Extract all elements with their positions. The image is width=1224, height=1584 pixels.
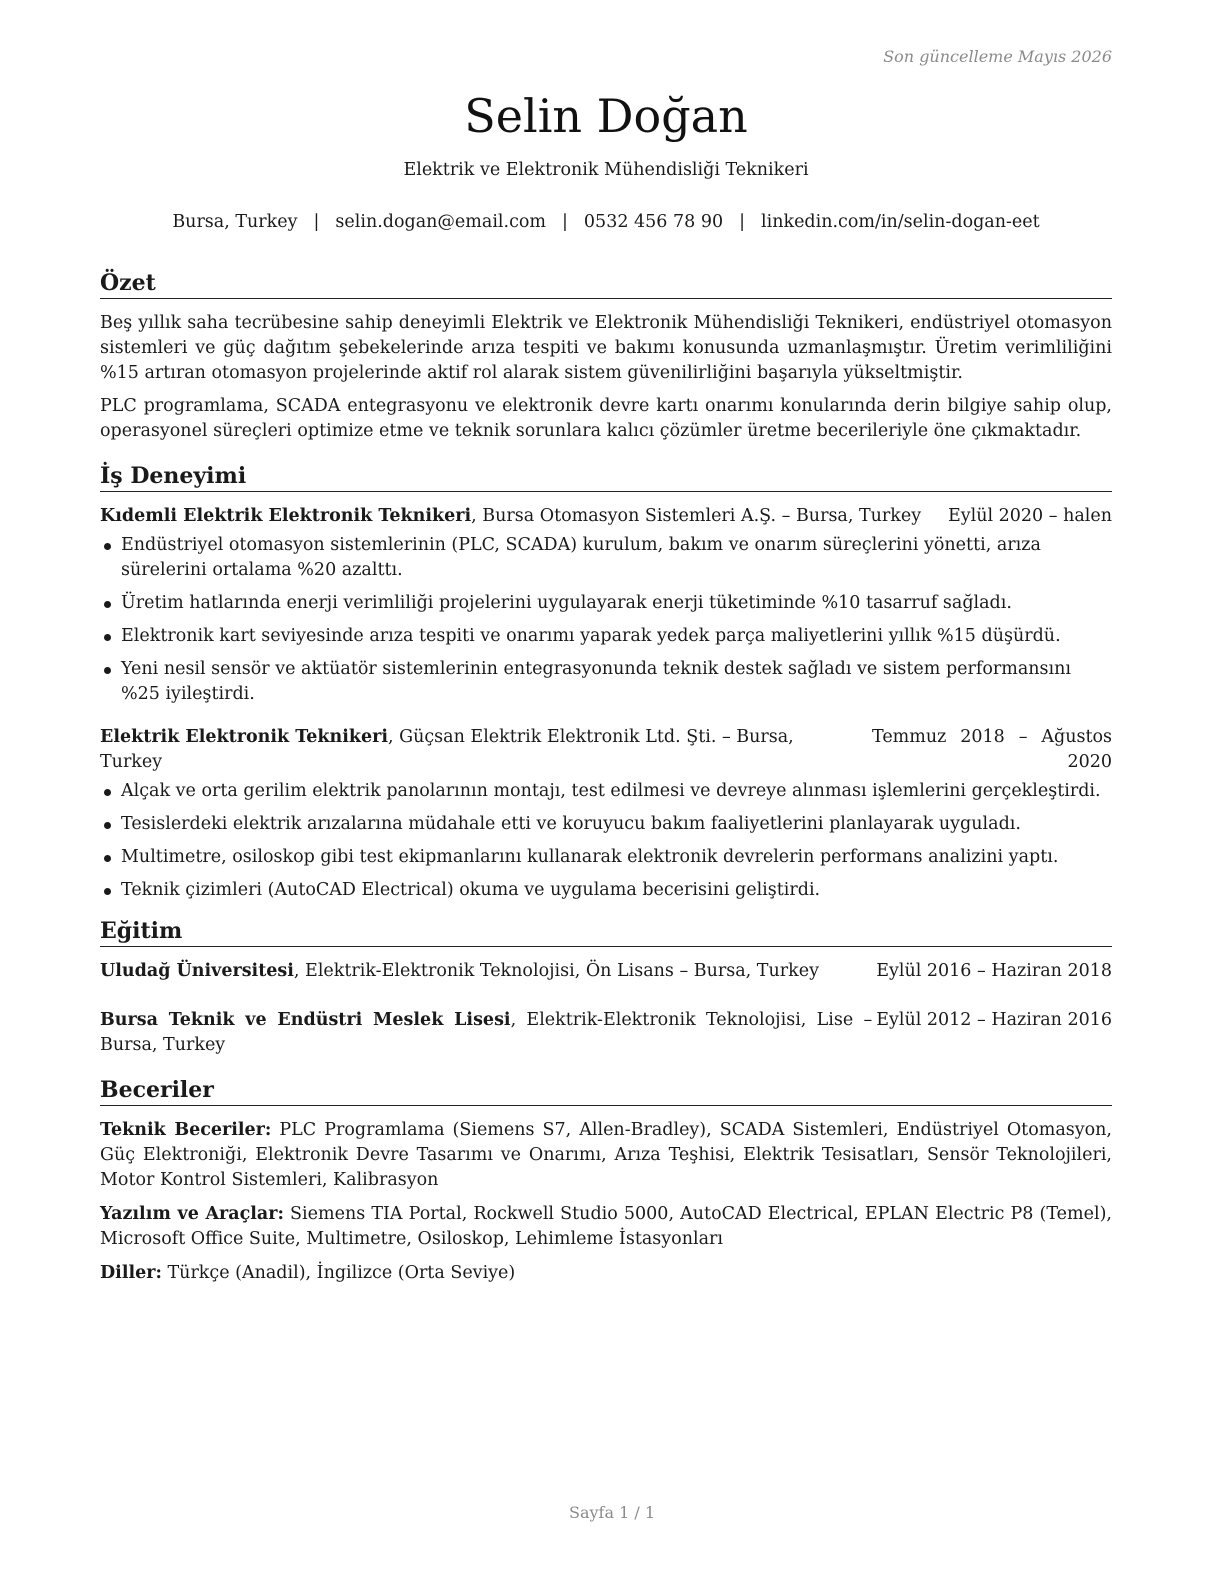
- job-bullet: Alçak ve orta gerilim elektrik panolarının montajı, test edilmesi ve devreye alınması işlemlerini gerçekleştirdi.: [100, 779, 1112, 804]
- summary-section: [100, 311, 1112, 444]
- job-company: , Güçsan Elektrik Elektronik Ltd. Şti. – Bursa, Turkey: [100, 727, 794, 772]
- education-school: Uludağ Üniversitesi: [100, 961, 294, 981]
- skill-group: [100, 1202, 1112, 1252]
- education-dates: Eylül 2016 – Haziran 2018: [876, 961, 1112, 981]
- job-company: , Bursa Otomasyon Sistemleri A.Ş. – Bursa, Turkey: [471, 506, 922, 526]
- education-heading: Eğitim: [100, 917, 1112, 947]
- skill-label: Yazılım ve Araçlar:: [100, 1204, 284, 1224]
- job-bullets: [100, 779, 1112, 903]
- summary-paragraph: Beş yıllık saha tecrübesine sahip deneyimli Elektrik ve Elektronik Mühendisliği Teknikeri, endüstriyel otomasyon sistemleri ve güç dağıtım şebekelerinde arıza tespiti ve bakımı konusunda uzmanlaşmıştır. Üretim verimliliğini %15 artıran otomasyon projelerinde aktif rol alarak sistem güvenilirliğini başarıyla yükseltmiştir.: [100, 313, 1112, 383]
- job-bullet: Endüstriyel otomasyon sistemlerinin (PLC, SCADA) kurulum, bakım ve onarım süreçlerini yönetti, arıza sürelerini ortalama %20 azalttı.: [100, 533, 1112, 583]
- summary-paragraph: PLC programlama, SCADA entegrasyonu ve elektronik devre kartı onarımı konularında derin bilgiye sahip olup, operasyonel süreçleri optimize etme ve teknik sorunlara kalıcı çözümler üretme becerileriyle öne çıkmaktadır.: [100, 396, 1112, 441]
- job-bullet: Elektronik kart seviyesinde arıza tespiti ve onarımı yaparak yedek parça maliyetlerini yıllık %15 düşürdü.: [100, 624, 1112, 649]
- job-header: [100, 504, 1112, 529]
- contact-location: Bursa, Turkey: [172, 212, 298, 232]
- education-entry: [100, 1008, 1112, 1058]
- skill-value: PLC Programlama (Siemens S7, Allen-Bradley), SCADA Sistemleri, Endüstriyel Otomasyon, Güç Elektroniği, Elektronik Devre Tasarımı ve Onarımı, Arıza Teşhisi, Elektrik Tesisatları, Sensör Teknolojileri, Motor Kontrol Sistemleri, Kalibrasyon: [100, 1120, 1112, 1190]
- job-dates: Temmuz 2018 – Ağustos 2020: [872, 727, 1112, 772]
- contact-separator: |: [739, 212, 745, 232]
- education-school: Bursa Teknik ve Endüstri Meslek Lisesi: [100, 1010, 511, 1030]
- skill-group: [100, 1118, 1112, 1193]
- education-detail: , Elektrik-Elektronik Teknolojisi, Lise – Bursa, Turkey: [100, 1010, 873, 1055]
- contact-email[interactable]: selin.dogan@email.com: [335, 212, 547, 232]
- skill-label: Teknik Beceriler:: [100, 1120, 272, 1140]
- skill-label: Diller:: [100, 1263, 162, 1283]
- job-bullets: [100, 533, 1112, 707]
- contact-linkedin[interactable]: linkedin.com/in/selin-dogan-eet: [761, 212, 1040, 232]
- candidate-name: Selin Doğan: [464, 89, 748, 143]
- last-updated: Son güncelleme Mayıs 2026: [883, 47, 1112, 66]
- job-bullet: Üretim hatlarında enerji verimliliği projelerini uygulayarak enerji tüketiminde %10 tasarruf sağladı.: [100, 591, 1112, 616]
- job-bullet: Multimetre, osiloskop gibi test ekipmanlarını kullanarak elektronik devrelerin performans analizini yaptı.: [100, 845, 1112, 870]
- contact-line: [100, 210, 1112, 235]
- job-role: Elektrik Elektronik Teknikeri: [100, 727, 388, 747]
- skill-group: [100, 1261, 1112, 1286]
- resume-page: [100, 0, 1112, 1295]
- education-dates: Eylül 2012 – Haziran 2016: [876, 1010, 1112, 1030]
- job-header: [100, 725, 1112, 775]
- job-role: Kıdemli Elektrik Elektronik Teknikeri: [100, 506, 472, 526]
- education-detail: , Elektrik-Elektronik Teknolojisi, Ön Lisans – Bursa, Turkey: [293, 961, 819, 981]
- candidate-title: Elektrik ve Elektronik Mühendisliği Teknikeri: [403, 160, 809, 180]
- experience-heading: İş Deneyimi: [100, 462, 1112, 492]
- summary-heading: Özet: [100, 269, 1112, 299]
- skill-value: Türkçe (Anadil), İngilizce (Orta Seviye): [161, 1263, 516, 1283]
- contact-separator: |: [313, 212, 320, 232]
- job-entry: [100, 504, 1112, 707]
- job-bullet: Tesislerdeki elektrik arızalarına müdahale etti ve koruyucu bakım faaliyetlerini planlayarak uyguladı.: [100, 812, 1112, 837]
- skills-heading: Beceriler: [100, 1076, 1112, 1106]
- education-entry: [100, 959, 1112, 984]
- job-entry: [100, 725, 1112, 903]
- job-bullet: Teknik çizimleri (AutoCAD Electrical) okuma ve uygulama becerisini geliştirdi.: [100, 878, 1112, 903]
- contact-phone: 0532 456 78 90: [583, 212, 724, 232]
- skill-value: Siemens TIA Portal, Rockwell Studio 5000, AutoCAD Electrical, EPLAN Electric P8 (Temel), Microsoft Office Suite, Multimetre, Osiloskop, Lehimleme İstasyonları: [100, 1204, 1112, 1249]
- contact-separator: |: [562, 212, 568, 232]
- job-bullet: Yeni nesil sensör ve aktüatör sistemlerinin entegrasyonunda teknik destek sağladı ve sistem performansını %25 iyileştirdi.: [100, 657, 1112, 707]
- job-dates: Eylül 2020 – halen: [947, 506, 1112, 526]
- page-number: Sayfa 1 / 1: [568, 1503, 655, 1522]
